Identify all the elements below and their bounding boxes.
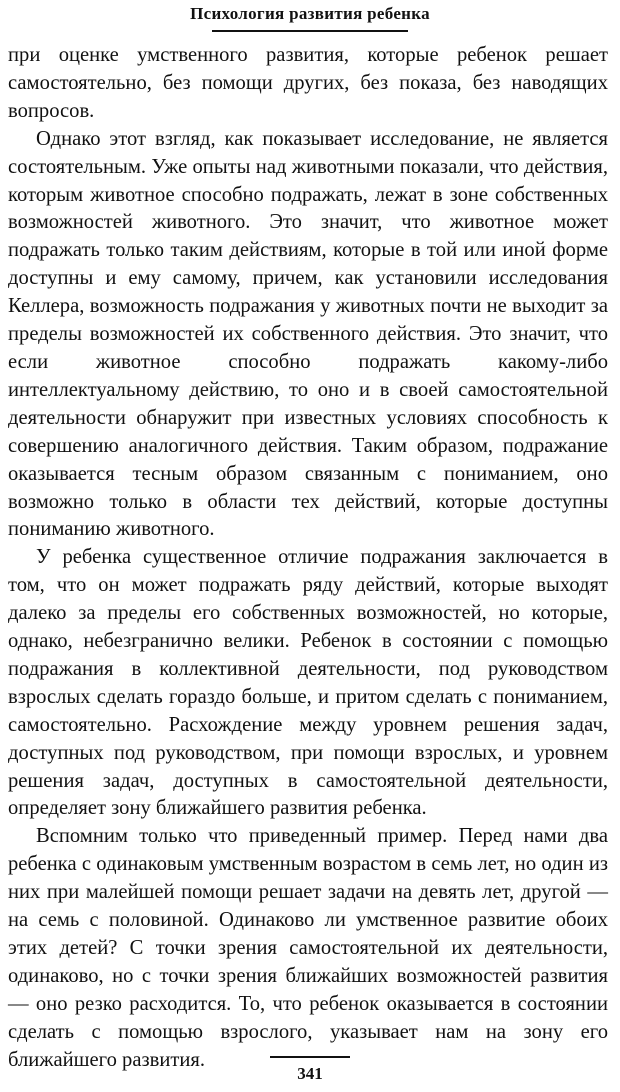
paragraph: У ребенка существенное отличие подражания заключается в том, что он может подражать ряду действий, которые выходят далеко за пределы его собственных возможностей, но которые, однако, небезгранично велики. Ребенок в состоянии с помощью подражания в коллективной деятельности, под руководством взрослых сделать гораздо больше, и притом сделать с пониманием, самостоятельно. Расхождение между уровнем решения задач, доступных под руководством, при помощи взрослых, и уровнем решения задач, доступных в самостоятельной деятельности, определяет зону ближайшего развития ребенка. (8, 546, 608, 820)
running-header: Психология развития ребенка (190, 4, 430, 23)
paragraph-continuation: при оценке умственного развития, которые ребенок решает самостоятельно, без помощи других, без показа, без наводящих вопросов. (8, 44, 608, 122)
header-rule (212, 30, 408, 32)
page-number: 341 (297, 1064, 323, 1083)
footer-rule (270, 1056, 350, 1058)
paragraph: Вспомним только что приведенный пример. Перед нами два ребенка с одинаковым умственным возрастом в семь лет, но один из них при малейшей помощи решает задачи на девять лет, другой — на семь с половиной. Одинаково ли умственное развитие обоих этих детей? С точки зрения самостоятельной их деятельности, одинаково, но с точки зрения ближайших возможностей развития — оно резко расходится. То, что ребенок оказывается в состоянии сделать с помощью взрослого, указывает нам на зону его ближайшего развития. (8, 825, 608, 1071)
body-text (8, 42, 608, 1075)
paragraph: Однако этот взгляд, как показывает исследование, не является состоятельным. Уже опыты над животными показали, что действия, которым животное способно подражать, лежат в зоне собственных возможностей животного. Это значит, что животное может подражать только таким действиям, которые в той или иной форме доступны и ему самому, причем, как установили исследования Келлера, возможность подражания у животных почти не выходит за пределы возможностей их собственного действия. Это значит, что если животное способно подражать какому-либо интеллектуальному действию, то оно и в своей самостоятельной деятельности обнаружит при известных условиях способность к совершению аналогичного действия. Таким образом, подражание оказывается тесным образом связанным с пониманием, оно возможно только в области тех действий, которые доступны пониманию животного. (8, 127, 608, 541)
